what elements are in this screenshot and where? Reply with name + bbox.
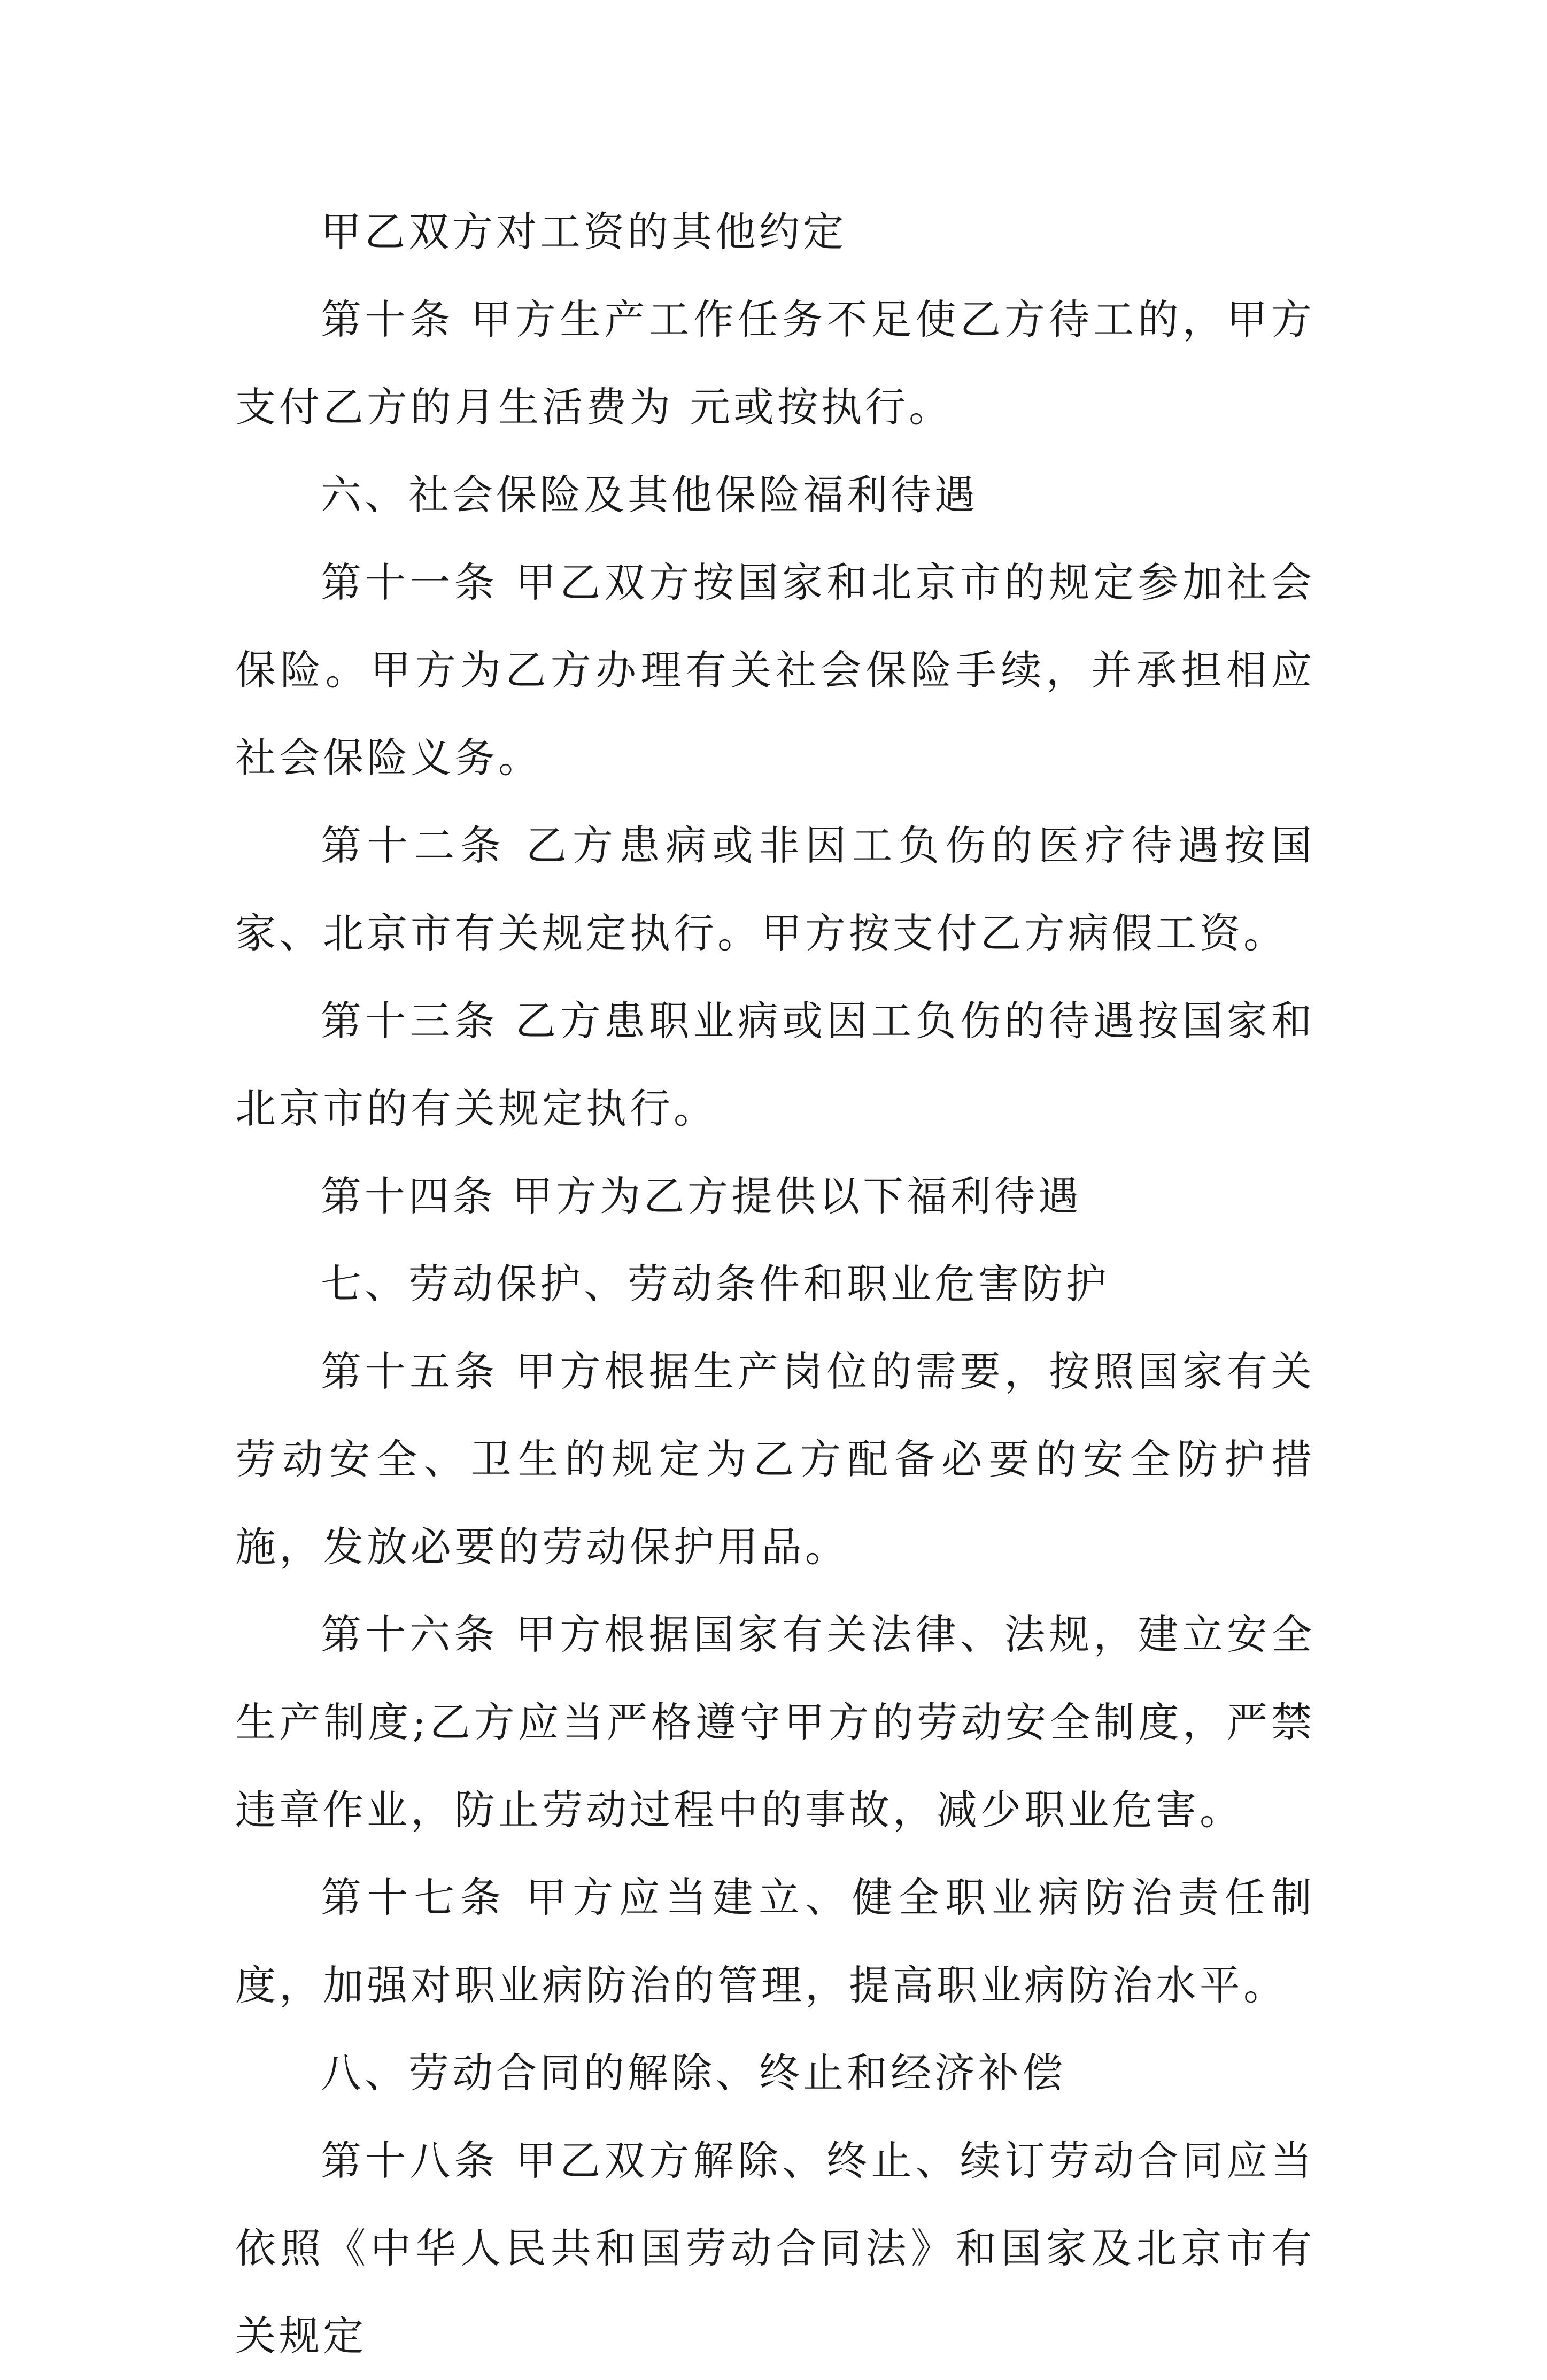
paragraph-article-11: 第十一条 甲乙双方按国家和北京市的规定参加社会保险。甲方为乙方办理有关社会保险手续，并承担相应社会保险义务。 [235, 559, 1315, 782]
paragraph-article-15: 第十五条 甲方根据生产岗位的需要，按照国家有关劳动安全、卫生的规定为乙方配备必要的安全防护措施，发放必要的劳动保护用品。 [235, 1348, 1315, 1571]
paragraph-wage-other-agreement: 甲乙双方对工资的其他约定 [321, 208, 847, 256]
paragraph-article-17: 第十七条 甲方应当建立、健全职业病防治责任制度，加强对职业病防治的管理，提高职业病防治水平。 [235, 1874, 1315, 2009]
section-heading-6: 六、社会保险及其他保险福利待遇 [321, 471, 978, 519]
section-heading-7: 七、劳动保护、劳动条件和职业危害防护 [321, 1260, 1110, 1308]
paragraph-article-12: 第十二条 乙方患病或非因工负伤的医疗待遇按国家、北京市有关规定执行。甲方按支付乙方病假工资。 [235, 822, 1315, 957]
paragraph-article-18: 第十八条 甲乙双方解除、终止、续订劳动合同应当依照《中华人民共和国劳动合同法》和国家及北京市有关规定 [235, 2137, 1315, 2360]
paragraph-article-13: 第十三条 乙方患职业病或因工负伤的待遇按国家和北京市的有关规定执行。 [235, 997, 1315, 1132]
paragraph-article-10: 第十条 甲方生产工作任务不足使乙方待工的，甲方支付乙方的月生活费为 元或按执行。 [235, 296, 1315, 431]
section-heading-8: 八、劳动合同的解除、终止和经济补偿 [321, 2049, 1066, 2097]
paragraph-article-14: 第十四条 甲方为乙方提供以下福利待遇 [321, 1172, 1082, 1220]
document-body [235, 188, 1315, 2380]
paragraph-article-16: 第十六条 甲方根据国家有关法律、法规，建立安全生产制度;乙方应当严格遵守甲方的劳动安全制度，严禁违章作业，防止劳动过程中的事故，减少职业危害。 [235, 1611, 1315, 1834]
